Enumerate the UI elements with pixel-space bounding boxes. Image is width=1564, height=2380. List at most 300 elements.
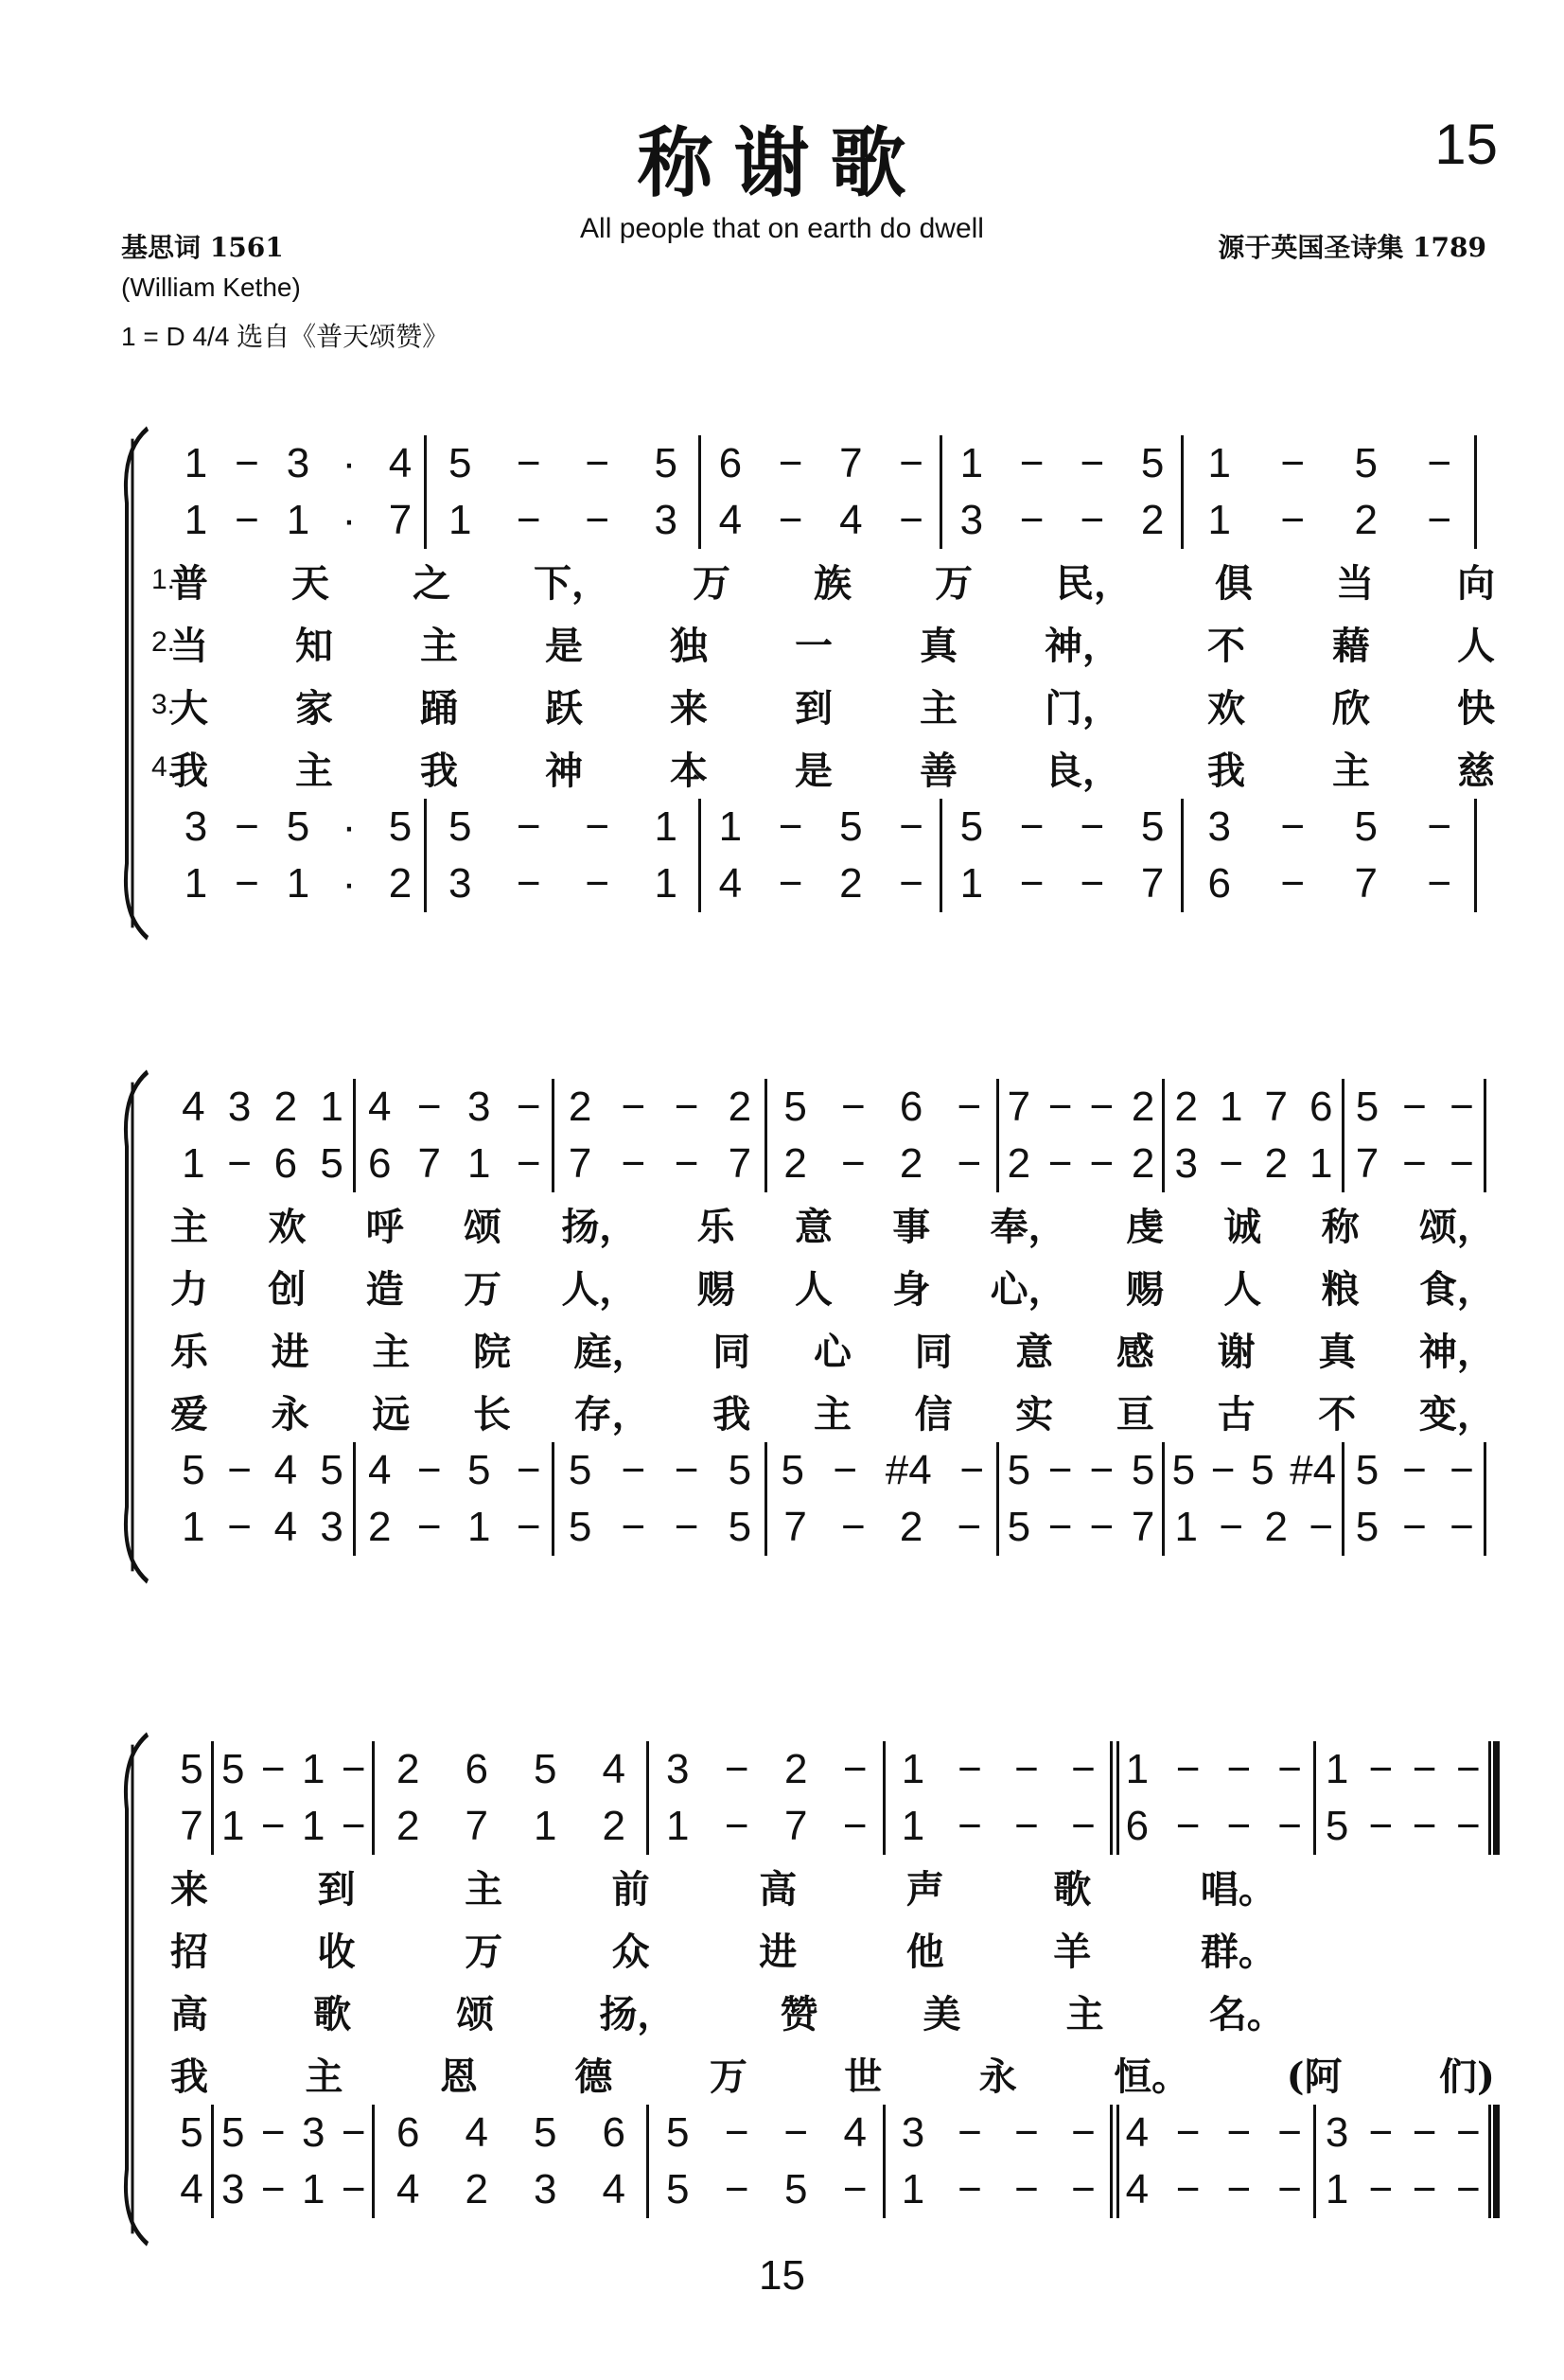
note: −: [1226, 1746, 1252, 1792]
note: 6: [368, 1140, 392, 1187]
measure: [700, 799, 941, 855]
lyric-syllable: 人: [1223, 1266, 1262, 1312]
note: −: [1175, 2166, 1201, 2213]
note: #4: [885, 1447, 932, 1493]
measure: [885, 2105, 1112, 2161]
note: 7: [728, 1140, 752, 1187]
measure: [1183, 435, 1476, 492]
lyric-syllable: 心: [813, 1329, 852, 1374]
measure: [1344, 1136, 1485, 1192]
note: 2: [899, 1504, 923, 1550]
note: −: [1089, 1504, 1115, 1550]
note: 2: [602, 1803, 625, 1849]
note: −: [1456, 2166, 1481, 2213]
lyric-syllable: 他: [905, 1929, 944, 1974]
measure: [170, 1499, 355, 1556]
lyric-syllable: 慈: [1457, 748, 1495, 793]
lyric-syllable: 人，: [561, 1266, 638, 1312]
note: −: [1450, 1504, 1474, 1550]
note: 2: [1264, 1140, 1288, 1187]
note: −: [674, 1140, 699, 1187]
note: −: [235, 860, 259, 907]
note: 1: [467, 1140, 491, 1187]
verse-3: [170, 1980, 1495, 2042]
lyric-syllable: 进: [271, 1329, 309, 1374]
note: −: [674, 1084, 699, 1130]
note: −: [516, 440, 541, 486]
note: 5: [1171, 1447, 1196, 1493]
note: −: [899, 497, 923, 543]
note: −: [1089, 1140, 1115, 1187]
note: 7: [417, 1140, 441, 1187]
key-signature: 1 = D 4/4 选自《普天颂赞》: [121, 322, 449, 351]
note: −: [416, 1084, 442, 1130]
tenor-line: [170, 1442, 1495, 1499]
note: −: [621, 1447, 646, 1493]
lyric-syllable: 天: [291, 560, 329, 606]
note: −: [778, 860, 803, 907]
lyric-syllable: 民，: [1056, 560, 1132, 606]
lyric-syllable: 当: [170, 623, 208, 668]
lyric-syllable: 之: [413, 560, 450, 606]
note: −: [1427, 440, 1452, 486]
note: 3: [959, 497, 984, 543]
measure: [648, 2105, 885, 2161]
lyric-syllable: 跃: [545, 685, 583, 731]
barline: [1484, 1442, 1486, 1499]
measure: [1315, 1798, 1490, 1855]
note: 3: [901, 2109, 925, 2156]
lyric-syllable: 主: [295, 748, 333, 793]
lyric-syllable: 高: [759, 1866, 798, 1912]
note: −: [621, 1084, 646, 1130]
note: 1: [1207, 440, 1231, 486]
note: ·: [342, 860, 357, 907]
lyric-syllable: 身: [892, 1266, 931, 1312]
measure: [1315, 2105, 1490, 2161]
note: 1: [654, 860, 677, 907]
note: 5: [320, 1447, 343, 1493]
measure: [885, 1798, 1112, 1855]
lyric-syllable: 真: [920, 623, 958, 668]
measure: [355, 1079, 554, 1136]
note: 3: [1174, 1140, 1198, 1187]
note: −: [235, 803, 259, 850]
lyric-syllable: 神，: [1045, 623, 1120, 668]
note: 4: [388, 440, 413, 486]
note: −: [841, 1084, 866, 1130]
lyric-line: [151, 674, 1495, 736]
note: 5: [654, 440, 677, 486]
note: 4: [602, 2166, 625, 2213]
verse-4: [170, 2042, 1495, 2105]
lyric-syllable: 向: [1457, 560, 1495, 606]
note: −: [516, 497, 541, 543]
note: 1: [302, 2166, 325, 2213]
note: −: [1368, 2166, 1394, 2213]
note: 6: [1309, 1084, 1333, 1130]
measure: [213, 2161, 374, 2218]
lyric-syllable: 我: [420, 748, 458, 793]
lyric-syllable: 万: [935, 560, 973, 606]
note: −: [416, 1504, 442, 1550]
note: −: [724, 2109, 749, 2156]
note: 1: [302, 1803, 325, 1849]
note: −: [957, 1140, 982, 1187]
note: 4: [1125, 2109, 1150, 2156]
measure: [766, 1499, 998, 1556]
measure: [1183, 855, 1476, 912]
lyric-syllable: 造: [365, 1266, 404, 1312]
note: 3: [184, 803, 208, 850]
note: 5: [1140, 440, 1165, 486]
note: −: [1402, 1447, 1427, 1493]
note: −: [833, 1447, 858, 1493]
note: −: [1071, 1746, 1096, 1792]
lyric-syllable: 良，: [1045, 748, 1120, 793]
measure: [766, 1079, 998, 1136]
note: −: [1014, 2166, 1039, 2213]
lyric-syllable: 我: [170, 748, 208, 793]
note: 3: [666, 1746, 690, 1792]
note: 2: [568, 1084, 592, 1130]
note: −: [842, 2166, 868, 2213]
note: 5: [182, 1447, 205, 1493]
note: −: [724, 1803, 749, 1849]
lyric-syllable: 快: [1457, 685, 1495, 731]
barline: [1484, 1079, 1486, 1136]
lyric-syllable: 欢: [268, 1204, 307, 1249]
note: −: [1047, 1140, 1073, 1187]
lyric-syllable: 人: [794, 1266, 833, 1312]
note: −: [1402, 1084, 1427, 1130]
note: −: [1219, 1504, 1244, 1550]
measure: [355, 1136, 554, 1192]
lyric-syllable: 主: [1332, 748, 1370, 793]
measure: [170, 1136, 355, 1192]
note: −: [1175, 1746, 1201, 1792]
barline: [1474, 435, 1477, 492]
note: 5: [180, 2109, 203, 2156]
measure: [426, 492, 700, 549]
note: 1: [184, 440, 208, 486]
lyricist: 基思词 1561: [121, 232, 284, 263]
lyric-syllable: 欣: [1332, 685, 1370, 731]
note: −: [1080, 497, 1105, 543]
english-title: All people that on earth do dwell: [580, 213, 984, 244]
note: −: [674, 1504, 699, 1550]
lyric-syllable: 高: [170, 1991, 208, 2036]
lyric-syllable: 事: [892, 1204, 931, 1249]
note: 6: [718, 440, 743, 486]
measure: [998, 1079, 1164, 1136]
note: −: [341, 1803, 366, 1849]
note: 5: [1007, 1447, 1031, 1493]
lyric-syllable: 心，: [990, 1266, 1066, 1312]
note: −: [1427, 860, 1452, 907]
note: 4: [465, 2109, 488, 2156]
note: −: [1456, 2109, 1481, 2156]
note: −: [841, 1504, 866, 1550]
lyric-syllable: 当: [1336, 560, 1374, 606]
note: 1: [448, 497, 472, 543]
lyric-syllable: 赐: [696, 1266, 735, 1312]
measure: [1164, 1442, 1344, 1499]
lyric-syllable: 永: [271, 1391, 309, 1437]
note: −: [778, 803, 803, 850]
note: 1: [1325, 1746, 1349, 1792]
lyric-syllable: 奉，: [990, 1204, 1066, 1249]
lyric-syllable: 下，: [534, 560, 609, 606]
note: −: [1277, 1746, 1302, 1792]
lyric-syllable: 神: [545, 748, 583, 793]
lyric-syllable: 招: [170, 1929, 208, 1974]
note: −: [1280, 803, 1306, 850]
lyric-syllable: 我: [1207, 748, 1245, 793]
lyric-line: [170, 1380, 1495, 1442]
lyric-syllable: 前: [611, 1866, 650, 1912]
note: 2: [728, 1084, 752, 1130]
lyric-syllable: (阿: [1286, 2054, 1343, 2099]
soprano-line: [170, 1079, 1495, 1136]
note: −: [1047, 1504, 1073, 1550]
measure: [885, 1741, 1112, 1798]
lyric-syllable: 意: [794, 1204, 833, 1249]
note: −: [1280, 497, 1306, 543]
lyric-syllable: 力: [170, 1266, 208, 1312]
note: −: [1226, 1803, 1252, 1849]
lyric-syllable: 到: [317, 1866, 356, 1912]
lyric-syllable: 门，: [1045, 685, 1120, 731]
note: 6: [1207, 860, 1231, 907]
lyric-syllable: 远: [372, 1391, 411, 1437]
note: −: [778, 440, 803, 486]
lyric-syllable: 名。: [1208, 1991, 1285, 2036]
note: 1: [184, 497, 208, 543]
lyric-syllable: 意: [1015, 1329, 1054, 1374]
lyric-syllable: 族: [814, 560, 852, 606]
note: 5: [1325, 1803, 1349, 1849]
lyric-syllable: 赞: [780, 1991, 818, 2036]
measure: [170, 435, 426, 492]
lyric-syllable: 德: [574, 2054, 613, 2099]
note: ·: [342, 803, 357, 850]
lyric-syllable: 诚: [1223, 1204, 1262, 1249]
barline: [1488, 2105, 1500, 2161]
measure: [554, 1442, 766, 1499]
lyric-syllable: 万: [465, 1929, 503, 1974]
measure: [885, 2161, 1112, 2218]
note: −: [842, 1746, 868, 1792]
note: 1: [718, 803, 743, 850]
lyric-syllable: 羊: [1053, 1929, 1092, 1974]
note: −: [958, 2166, 982, 2213]
note: −: [1047, 1084, 1073, 1130]
measure: [700, 855, 941, 912]
note: 2: [899, 1140, 923, 1187]
lyric-syllable: 古: [1217, 1391, 1256, 1437]
note: 7: [1140, 860, 1165, 907]
lyric-syllable: 亘: [1116, 1391, 1154, 1437]
note: −: [899, 440, 923, 486]
measure: [1344, 1079, 1485, 1136]
measure: [1112, 1741, 1315, 1798]
note: −: [260, 2166, 286, 2213]
note: 2: [784, 1746, 808, 1792]
note: −: [416, 1447, 442, 1493]
note: 5: [180, 1746, 203, 1792]
note: 4: [839, 497, 863, 543]
note: 7: [568, 1140, 592, 1187]
hymn-title: 称谢歌: [637, 118, 927, 207]
note: −: [585, 440, 610, 486]
note: −: [1019, 860, 1045, 907]
note: 4: [843, 2109, 867, 2156]
system-brace: [114, 426, 151, 941]
note: −: [1047, 1447, 1073, 1493]
note: −: [516, 860, 541, 907]
note: −: [957, 1084, 982, 1130]
bass-line: [170, 1499, 1495, 1556]
page-number: 15: [759, 2252, 805, 2299]
bass-line: [170, 855, 1495, 912]
note: 6: [899, 1084, 923, 1130]
note: 6: [273, 1140, 298, 1187]
note: −: [1019, 803, 1045, 850]
note: 5: [534, 2109, 557, 2156]
note: 3: [1325, 2109, 1349, 2156]
lyric-syllable: 恩: [439, 2054, 478, 2099]
note: 3: [467, 1084, 491, 1130]
measure: [648, 2161, 885, 2218]
note: 7: [1264, 1084, 1288, 1130]
lyric-syllable: 主: [920, 685, 958, 731]
note: −: [260, 2109, 286, 2156]
lyric-syllable: 歌: [1053, 1866, 1092, 1912]
note: −: [1014, 2109, 1039, 2156]
lyric-syllable: 食，: [1418, 1266, 1495, 1312]
note: −: [958, 1803, 982, 1849]
note: 4: [273, 1447, 298, 1493]
verse-number: 4.: [151, 751, 176, 783]
note: −: [1226, 2166, 1252, 2213]
note: 1: [959, 860, 984, 907]
note: 1: [1325, 2166, 1349, 2213]
alto-line: [170, 1136, 1495, 1192]
note: 3: [654, 497, 677, 543]
lyric-syllable: 主: [420, 623, 458, 668]
verse-1: [151, 549, 1495, 611]
note: −: [1280, 440, 1306, 486]
note: 4: [368, 1084, 392, 1130]
note: 5: [448, 440, 472, 486]
note: 2: [1264, 1504, 1288, 1550]
lyric-syllable: 大: [170, 685, 208, 731]
note: 3: [448, 860, 472, 907]
alto-line: [170, 492, 1495, 549]
note: 5: [221, 2109, 245, 2156]
measure: [554, 1136, 766, 1192]
measure: [170, 1798, 213, 1855]
note: 1: [534, 1803, 557, 1849]
note: −: [778, 497, 803, 543]
lyric-syllable: 同: [712, 1329, 751, 1374]
lyric-line: [170, 1980, 1495, 2042]
note: −: [621, 1140, 646, 1187]
note: −: [1277, 2109, 1302, 2156]
note: 5: [1131, 1447, 1155, 1493]
note: 1: [221, 1803, 245, 1849]
measure: [374, 1798, 648, 1855]
note: 1: [467, 1504, 491, 1550]
note: −: [1019, 440, 1045, 486]
measure: [941, 855, 1183, 912]
note: 1: [286, 497, 310, 543]
note: −: [783, 2109, 809, 2156]
note: 5: [1355, 1504, 1379, 1550]
tenor-line: [170, 2105, 1495, 2161]
note: −: [260, 1746, 286, 1792]
lyric-line: [151, 549, 1495, 611]
lyric-syllable: 实: [1015, 1391, 1054, 1437]
note: 2: [1174, 1084, 1198, 1130]
barline: [1484, 1136, 1486, 1192]
measure: [1112, 2161, 1315, 2218]
verse-2: [151, 611, 1495, 674]
lyric-syllable: 们): [1439, 2054, 1495, 2099]
note: 4: [273, 1504, 298, 1550]
note: −: [841, 1140, 866, 1187]
note: −: [1412, 2166, 1437, 2213]
note: −: [1080, 440, 1105, 486]
note: −: [1402, 1504, 1427, 1550]
measure: [700, 492, 941, 549]
note: 6: [1125, 1803, 1150, 1849]
lyric-syllable: 主: [372, 1329, 411, 1374]
note: 5: [534, 1746, 557, 1792]
barline: [1474, 799, 1477, 855]
lyric-syllable: 歌: [313, 1991, 352, 2036]
note: −: [842, 1803, 868, 1849]
lyric-syllable: 众: [611, 1929, 650, 1974]
note: 2: [388, 860, 413, 907]
note: −: [1412, 1803, 1437, 1849]
lyric-syllable: 一: [795, 623, 833, 668]
measure: [1344, 1442, 1485, 1499]
lyric-syllable: 家: [295, 685, 333, 731]
measure: [700, 435, 941, 492]
note: 3: [1207, 803, 1231, 850]
measure: [170, 1079, 355, 1136]
measure: [374, 1741, 648, 1798]
note: −: [1019, 497, 1045, 543]
note: 3: [320, 1504, 343, 1550]
note: 5: [783, 1084, 807, 1130]
lyric-syllable: 踊: [420, 685, 458, 731]
verse-4: [170, 1380, 1495, 1442]
verse-number: 1.: [151, 564, 176, 595]
note: −: [1456, 1803, 1481, 1849]
note: 5: [1354, 440, 1378, 486]
note: ·: [342, 440, 357, 486]
note: −: [1210, 1447, 1236, 1493]
lyric-syllable: 美: [923, 1991, 961, 2036]
note: −: [958, 2109, 982, 2156]
note: 5: [221, 1746, 245, 1792]
lyric-syllable: 扬，: [599, 1991, 676, 2036]
lyric-syllable: 主: [813, 1391, 852, 1437]
note: −: [341, 2109, 366, 2156]
